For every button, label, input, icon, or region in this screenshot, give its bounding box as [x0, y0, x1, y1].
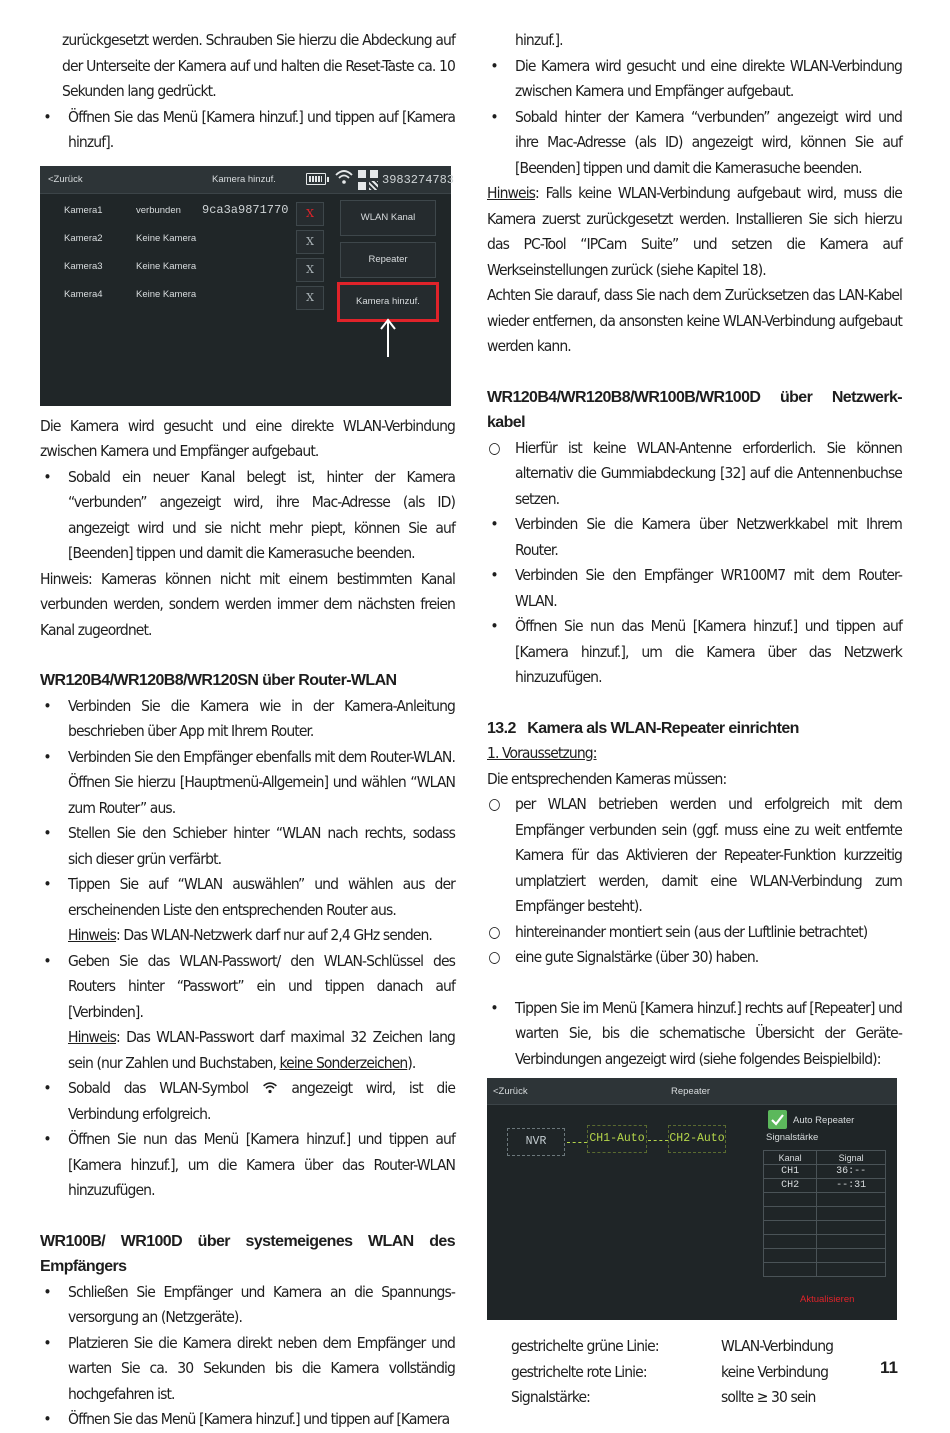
- table-row: [764, 1235, 886, 1249]
- left-column: [40, 28, 455, 1433]
- table-row: [764, 1165, 886, 1179]
- prerequisite-item: ○ per WLAN betrieben werden und erfolgreich mit dem Empfänger verbunden sein (ggf. muss eine zu weit entfernte Kamera für das Aktivieren der Repeater-Funktion kurzzeitig umplatziert werden, damit eine WLAN-Verbindung zum Empfänger besteht).: [488, 795, 902, 915]
- repeater-button[interactable]: Repeater: [340, 242, 436, 278]
- arrow-up-icon: [378, 316, 398, 358]
- refresh-button[interactable]: Aktualisieren: [800, 1294, 855, 1305]
- screenshot-topbar: [40, 166, 455, 194]
- prerequisite-intro: Die entsprechenden Kameras müssen:: [487, 769, 727, 788]
- heading-network-cable: WR120B4/WR120B8/WR100B/WR100D über Netzwerk-kabel: [487, 388, 902, 431]
- router-step: • Tippen Sie auf “WLAN auswählen” und wählen aus der erscheinenden Liste den entsprechenden Router aus. Hinweis: Das WLAN-Netzwerk darf nur auf 2,4 GHz senden.: [43, 875, 455, 944]
- heading-repeater-section: 13.2 Kamera als WLAN-Repeater einrichten: [487, 719, 799, 737]
- legend-value: sollte ≥ 30 sein: [721, 1388, 816, 1406]
- after-screenshot-text: Die Kamera wird gesucht und eine direkte WLAN-Verbindung zwischen Kamera und Empfänger aufgebaut.: [40, 416, 455, 460]
- repeater-screenshot: [487, 1078, 897, 1320]
- camera-status: Keine Kamera: [136, 288, 197, 300]
- continuation-text: hinzuf.].: [515, 31, 563, 49]
- auto-repeater-label: Auto Repeater: [793, 1115, 855, 1126]
- page-number: 11: [880, 1358, 898, 1377]
- hint-reset: Hinweis: Falls keine WLAN-Verbindung aufgebaut wird, muss die Kamera zuerst zurückgesetzt werden. Installieren Sie sich hierzu das PC-Tool “IPCam Suite” und setzen die Kamera auf Werkseinstellungen zurück (siehe Kapitel 18).: [487, 184, 902, 279]
- column-header: Signal: [817, 1151, 886, 1165]
- table-cell: CH2: [764, 1179, 817, 1193]
- router-step: • Geben Sie das WLAN-Passwort/ den WLAN-Schlüssel des Routers hinter “Passwort” ein und tippen danach auf [Verbinden]. Hinweis: Das WLAN-Passwort darf maximal 32 Zeichen lang sein (nur Zahlen und Buchstaben, keine Sonderzeichen).: [43, 951, 455, 1072]
- camera-name: Kamera2: [64, 232, 103, 244]
- back-button[interactable]: <Zurück: [493, 1086, 528, 1097]
- legend-value: keine Verbindung: [721, 1362, 829, 1381]
- add-camera-button[interactable]: Kamera hinzuf.: [337, 282, 439, 322]
- table-row: [764, 1193, 886, 1207]
- heading-router-wlan: WR120B4/WR120B8/WR120SN über Router-WLAN: [40, 672, 397, 689]
- camera-add-screenshot: [40, 166, 455, 406]
- camera-name: Kamera4: [64, 288, 103, 300]
- ch1-node: CH1-Auto: [587, 1125, 647, 1153]
- search-step: • Sobald hinter der Kamera “verbunden” angezeigt wird und ihre Mac-Adresse (als ID) angezeigt wird, können Sie auf [Beenden] tippen und damit die Kamerasuche beenden.: [490, 107, 902, 177]
- camera-mac: 9ca3a9871770: [202, 202, 289, 217]
- wlan-link-line: [648, 1140, 668, 1141]
- table-cell: 36:--: [817, 1165, 886, 1179]
- signal-table: [763, 1150, 886, 1277]
- cable-step: • Verbinden Sie den Empfänger WR100M7 mit dem Router-WLAN.: [490, 566, 902, 610]
- ch2-node: CH2-Auto: [668, 1125, 726, 1153]
- table-row: [764, 1263, 886, 1277]
- camera-status: verbunden: [136, 204, 181, 216]
- camera-name: Kamera3: [64, 260, 103, 272]
- repeater-step: • Tippen Sie im Menü [Kamera hinzuf.] rechts auf [Repeater] und warten Sie, bis die schematische Übersicht der Geräte-Verbindungen angezeigt wird (siehe folgendes Beispielbild):: [490, 998, 902, 1068]
- table-cell: CH1: [764, 1165, 817, 1179]
- hint-channel: Hinweis: Kameras können nicht mit einem bestimmten Kanal verbunden werden, sondern werden immer dem nächsten freien Kanal zugeordnet.: [40, 569, 455, 639]
- table-header-row: [764, 1151, 886, 1165]
- router-step: • Öffnen Sie nun das Menü [Kamera hinzuf.] und tippen auf [Kamera hinzuf.], um die Kamera über das Router-WLAN hinzuzufügen.: [43, 1130, 455, 1199]
- delete-camera-button[interactable]: X: [296, 286, 324, 310]
- cable-note: ○ Hierfür ist keine WLAN-Antenne erforderlich. Sie können alternativ die Gummiabdeckung [32] auf die Antennenbuchse setzen.: [488, 438, 902, 508]
- cable-step: • Verbinden Sie die Kamera über Netzwerkkabel mit Ihrem Router.: [490, 515, 902, 559]
- own-wlan-step: • Platzieren Sie die Kamera direkt neben dem Empfänger und warten Sie ca. 30 Sekunden bis die Kamera vollständig hochgefahren ist.: [43, 1333, 455, 1403]
- router-step: • Sobald das WLAN-Symbol angezeigt wird, ist die Verbindung erfolgreich.: [43, 1079, 456, 1123]
- qr-code-icon: [358, 170, 378, 190]
- table-cell: --:31: [817, 1179, 886, 1193]
- battery-icon: [306, 173, 326, 185]
- camera-status: Keine Kamera: [136, 232, 197, 244]
- signal-strength-label: Signalstärke: [766, 1132, 819, 1143]
- heading-own-wlan: WR100B/ WR100D über systemeigenes WLAN des Empfängers: [40, 1232, 455, 1275]
- legend-label: gestrichelte grüne Linie:: [511, 1337, 659, 1355]
- router-step: • Stellen Sie den Schieber hinter “WLAN nach rechts, sodass sich dieser grün verfärbt.: [43, 824, 455, 868]
- prerequisite-item: ○ hintereinander montiert sein (aus der Luftlinie betrachtet): [488, 922, 868, 941]
- wlan-channel-button[interactable]: WLAN Kanal: [340, 200, 436, 236]
- prerequisite-label: 1. Voraussetzung:: [487, 744, 597, 762]
- cable-step: • Öffnen Sie nun das Menü [Kamera hinzuf.] und tippen auf [Kamera hinzuf.], um die Kamera über das Netzwerk hinzuzufügen.: [490, 617, 902, 686]
- search-step: • Die Kamera wird gesucht und eine direkte WLAN-Verbindung zwischen Kamera und Empfänger aufgebaut.: [490, 56, 902, 100]
- delete-camera-button[interactable]: X: [296, 258, 324, 282]
- right-column: [487, 28, 902, 1411]
- delete-camera-button[interactable]: X: [296, 230, 324, 254]
- note-lan-cable: Achten Sie darauf, dass Sie nach dem Zurücksetzen das LAN-Kabel wieder entfernen, da ansonsten keine WLAN-Verbindung aufgebaut werden kann.: [487, 286, 902, 355]
- bullet-open-menu: • Öffnen Sie das Menü [Kamera hinzuf.] und tippen auf [Kamera hinzuf].: [43, 107, 455, 151]
- own-wlan-step: • Schließen Sie Empfänger und Kamera an die Spannungs-versorgung an (Netzgeräte).: [43, 1282, 455, 1326]
- screen-title: Repeater: [671, 1086, 711, 1097]
- legend-label: Signalstärke:: [511, 1388, 590, 1406]
- delete-camera-button[interactable]: X: [296, 202, 324, 226]
- wifi-icon: [334, 168, 354, 188]
- camera-name: Kamera1: [64, 204, 103, 216]
- legend-value: WLAN-Verbindung: [721, 1337, 834, 1355]
- nvr-node: NVR: [507, 1128, 565, 1156]
- own-wlan-step: • Öffnen Sie das Menü [Kamera hinzuf.] und tippen auf [Kamera: [43, 1410, 450, 1428]
- router-step: • Verbinden Sie die Kamera wie in der Kamera-Anleitung beschrieben über App mit Ihrem Router.: [43, 696, 455, 740]
- column-header: Kanal: [764, 1151, 817, 1165]
- table-row: [764, 1207, 886, 1221]
- intro-continuation: zurückgesetzt werden. Schrauben Sie hierzu die Abdeckung auf der Unterseite der Kamera auf und halten die Reset-Taste ca. 10 Sekunden lang gedrückt.: [62, 31, 455, 100]
- back-button[interactable]: <Zurück: [48, 173, 83, 185]
- wlan-link-line: [567, 1142, 587, 1143]
- auto-repeater-checkbox[interactable]: [768, 1110, 787, 1129]
- legend-label: gestrichelte rote Linie:: [511, 1362, 647, 1381]
- bullet-channel: • Sobald ein neuer Kanal belegt ist, hinter der Kamera “verbunden” angezeigt wird, ihre Mac-Adresse (als ID) angezeigt wird und sie nicht mehr piept, können Sie auf [Beenden] tippen und damit die Kamerasuche beenden.: [43, 467, 455, 562]
- camera-status: Keine Kamera: [136, 260, 197, 272]
- wifi-icon: [262, 1081, 278, 1094]
- screen-title: Kamera hinzuf.: [212, 173, 276, 185]
- table-row: [764, 1179, 886, 1193]
- prerequisite-item: ○ eine gute Signalstärke (über 30) haben.: [488, 948, 759, 966]
- screenshot-topbar: [487, 1078, 897, 1105]
- router-step: • Verbinden Sie den Empfänger ebenfalls mit dem Router-WLAN. Öffnen Sie hierzu [Hauptmenü-Allgemein] und wählen “WLAN zum Router” aus.: [43, 747, 455, 817]
- table-row: [764, 1249, 886, 1263]
- line-legend: [487, 1334, 902, 1411]
- device-id: 3983274783: [382, 172, 455, 187]
- table-row: [764, 1221, 886, 1235]
